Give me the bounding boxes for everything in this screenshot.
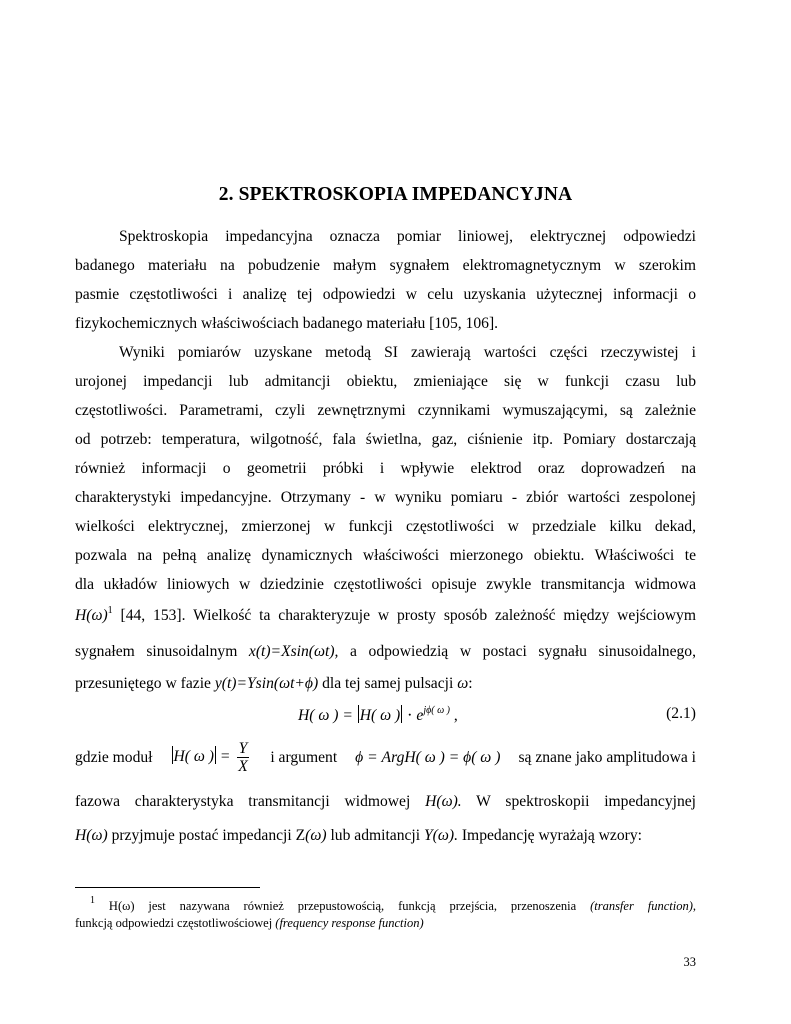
signal-text-b: a odpowiedzią w postaci sygnału sinusoidalnego, (338, 643, 696, 660)
para2-line-4: od potrzeb: temperatura, wilgotność, fala świetlna, gaz, ciśnienie itp. Pomiary dostarczają (75, 431, 696, 448)
para2-line-3: częstotliwości. Parametrami, czyli zewnętrznymi czynnikami wymuszającymi, są zależnie (75, 402, 696, 419)
shift-text-b: dla tej samej pulsacji (318, 675, 458, 692)
modline-rest: są znane jako amplitudowa i (518, 748, 696, 766)
fraction-y-over-x (237, 740, 250, 775)
omega-symbol: ω (457, 675, 469, 692)
transfer-symbol: H(ω) (75, 607, 108, 624)
para2-line-2: urojonej impedancji lub admitancji obiektu, zmieniające się w funkcji czasu lub (75, 373, 696, 390)
mod-bar-right (215, 746, 216, 764)
para1-line-3: pasmie częstotliwości i analizę tej odpowiedzi w celu uzyskania użytecznej informacji o (75, 286, 696, 303)
para3-line-1 (75, 792, 696, 812)
output-signal-formula: y(t)=Ysin(ωt+ϕ) (214, 675, 319, 692)
fazowa-h: H(ω). (425, 793, 462, 810)
last-h: H(ω) (75, 827, 108, 844)
para2-line-7: wielkości elektrycznej, zmierzonej w funkcji częstotliwości w przedziale kilku dekad, (75, 518, 696, 535)
input-signal-formula: x(t)=Xsin(ωt), (248, 643, 339, 660)
modline-gdzie: gdzie moduł (75, 748, 153, 766)
eq-tail: , (450, 707, 458, 724)
equation-2-1 (298, 705, 458, 725)
last-y: Y(ω). (424, 827, 458, 844)
eq-abs: H( ω ) (359, 707, 401, 724)
shift-text-a: przesuniętego w fazie (75, 675, 215, 692)
modline-iarg: i argument (270, 748, 338, 766)
last-z: (ω) (305, 827, 327, 844)
para2-line-5: również informacji o geometrii próbki i wpływie elektrod oraz doprowadzeń na (75, 460, 696, 477)
last-text-b: lub admitancji (326, 827, 424, 844)
fazowa-text-b: W spektroskopii impedancyjnej (461, 793, 696, 810)
footnote-text-a: H(ω) jest nazywana również przepustowością, funkcją przejścia, przenoszenia (95, 899, 591, 913)
modulus-formula (171, 740, 253, 775)
line-hw-rest: [44, 153]. Wielkość ta charakteryzuje w prosty sposób zależność między wejściowym (112, 607, 696, 624)
para2-line-hw (75, 606, 696, 626)
footnote-text-c: funkcją odpowiedzi częstotliwościowej (75, 916, 276, 930)
signal-text-a: sygnałem sinusoidalnym (75, 643, 249, 660)
section-heading: 2. SPEKTROSKOPIA IMPEDANCYJNA (218, 184, 573, 205)
equation-number: (2.1) (666, 705, 696, 722)
eq-exp-base: ⋅ e (403, 707, 424, 724)
footnote-ref: 1 (107, 605, 113, 616)
shift-text-c: : (468, 675, 473, 692)
para1-line-1: Spektroskopia impedancyjna oznacza pomiar liniowej, elektrycznej odpowiedzi (119, 228, 696, 245)
mod-eq: = (217, 748, 234, 766)
eq-exponent: jϕ( ω ) (423, 705, 450, 716)
footnote-transfer: (transfer function) (590, 899, 693, 913)
footnote-rule (75, 887, 260, 888)
last-text-c: Impedancję wyrażają wzory: (457, 827, 642, 844)
footnote-mark: 1 (90, 895, 95, 906)
para1-line-2: badanego materiału na pobudzenie małym sygnałem elektromagnetycznym w szerokim (75, 257, 696, 274)
fazowa-text-a: fazowa charakterystyka transmitancji widmowej (75, 793, 426, 810)
page-number: 33 (683, 955, 696, 969)
footnote-line-2 (75, 915, 696, 931)
para2-line-9: dla układów liniowych w dziedzinie częstotliwości opisuje zwykle transmitancja widmowa (75, 576, 696, 593)
abs-bar-left (358, 705, 359, 723)
para2-line-6: charakterystyki impedancyjne. Otrzymany - w wyniku pomiaru - zbiór wartości zespolonej (75, 489, 696, 506)
footnote-line-1 (90, 895, 696, 914)
para2-line-shift (75, 674, 696, 694)
para2-line-signal (75, 642, 696, 662)
eq-lhs: H( ω ) = (298, 707, 357, 724)
argument-formula: ϕ = ArgH( ω ) = ϕ( ω ) (355, 748, 501, 766)
fraction-numerator: Y (238, 740, 248, 757)
para2-line-1: Wyniki pomiarów uzyskane metodą SI zawierają wartości części rzeczywistej i (119, 344, 696, 361)
para3-line-2 (75, 826, 696, 846)
para2-line-8: pozwala na pełną analizę dynamicznych właściwości mierzonego obiektu. Właściwości te (75, 547, 696, 564)
last-text-a: przyjmuje postać impedancji Z (107, 827, 306, 844)
fraction-denominator: X (238, 758, 248, 775)
footnote-frequency: (frequency response function) (275, 916, 424, 930)
mod-bar-left (172, 746, 173, 764)
footnote-text-b: , (692, 899, 696, 913)
para1-line-4: fizykochemicznych właściwościach badanego materiału [105, 106]. (75, 315, 499, 332)
modulus-argument-line (75, 740, 696, 775)
mod-abs: H( ω ) (173, 748, 215, 766)
